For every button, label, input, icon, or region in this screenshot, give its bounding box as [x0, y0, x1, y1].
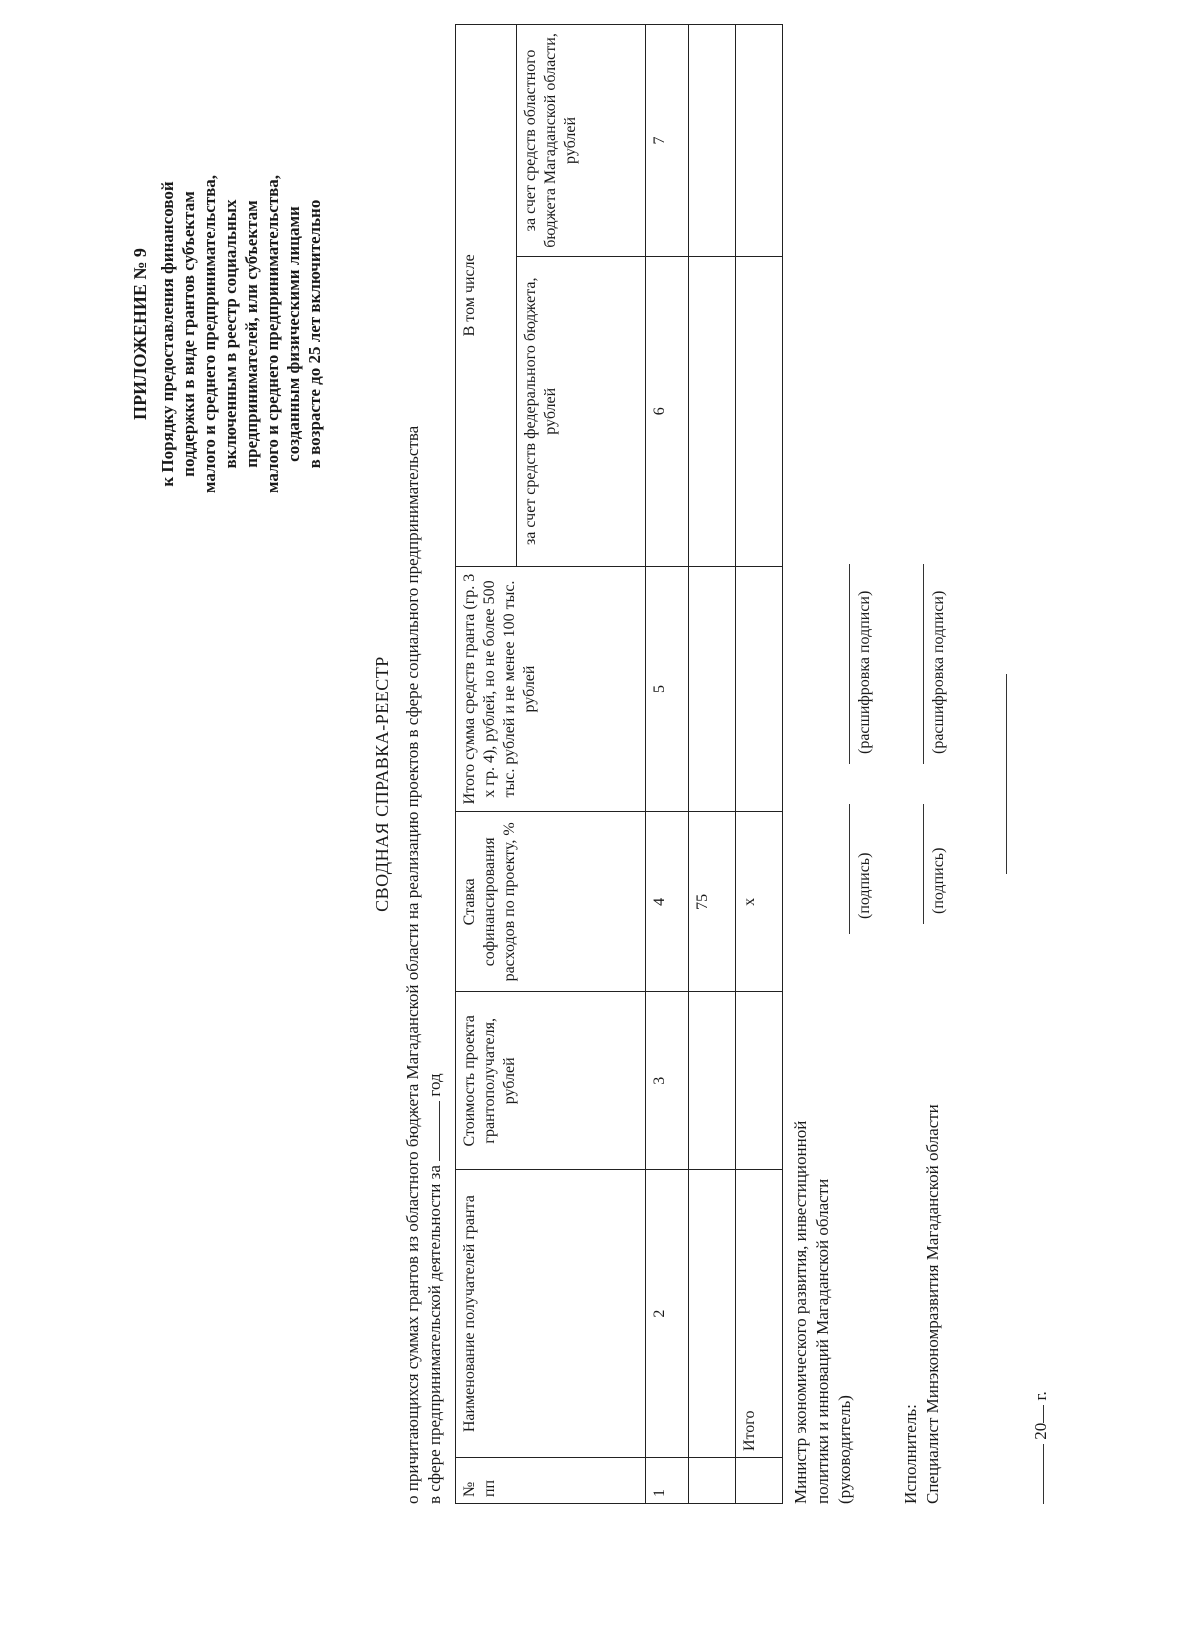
header-total-grant: Итого сумма средств гранта (гр. 3 х гр. 4), рублей, но не более 500 тыс. рублей и не менее 100 тыс. рублей [456, 566, 646, 812]
table-cell [689, 566, 736, 812]
executor-label: Исполнитель: [901, 1404, 920, 1504]
annex-line: в возрасте до 25 лет включительно [305, 199, 324, 469]
total-label: Итого [736, 1170, 783, 1458]
annex-header [130, 74, 325, 594]
table-cell [689, 1458, 736, 1504]
subtitle-line: о причитающихся суммах грантов из областного бюджета Магаданской области на реализацию проектов в сфере социального предпринимательства [403, 425, 422, 1504]
table-cell: 2 [646, 1170, 689, 1458]
decode-caption: (расшифровка подписи) [856, 590, 873, 754]
signature-caption: (подпись) [930, 847, 947, 914]
signature-line [1005, 674, 1007, 874]
table-cell [689, 992, 736, 1170]
minister-title: Министр экономического развития, инвестиционной [791, 1120, 810, 1504]
table-cell: 1 [646, 1458, 689, 1504]
table-cell: 75 [689, 812, 736, 992]
executor-block [900, 1104, 944, 1504]
table-cell: 6 [646, 256, 689, 566]
subtitle-period-suffix: год [425, 1073, 444, 1097]
annex-line: поддержки в виде грантов субъектам [179, 191, 198, 477]
table-cell [689, 256, 736, 566]
table-cell: 3 [646, 992, 689, 1170]
header-project-cost: Стоимость проекта грантополучателя, рублей [456, 992, 646, 1170]
header-number: № пп [456, 1458, 646, 1504]
table-row [689, 25, 736, 1504]
subtitle-line [424, 24, 446, 1504]
date-suffix: г. [1031, 1391, 1050, 1401]
annex-line: предпринимателей, или субъектам [242, 200, 261, 468]
date-year-blank [1042, 1405, 1044, 1423]
subtitle-period-prefix: в сфере предпринимательской деятельности за [425, 1165, 444, 1504]
decode-line [922, 564, 924, 764]
document-title: СВОДНАЯ СПРАВКА-РЕЕСТР [372, 656, 392, 912]
header-including: В том числе [456, 25, 517, 567]
date-day-blank [1042, 1444, 1044, 1504]
minister-title: политики и инноваций Магаданской области [813, 1178, 832, 1504]
registry-table [455, 24, 783, 1504]
header-cofinancing-rate: Ставка софинансирования расходов по проекту, % [456, 812, 646, 992]
table-cell [736, 992, 783, 1170]
signature-caption: (подпись) [856, 852, 873, 919]
table-cell [736, 1458, 783, 1504]
annex-line: созданным физическими лицами [284, 206, 303, 462]
table-cell [736, 256, 783, 566]
annex-number: ПРИЛОЖЕНИЕ № 9 [130, 248, 150, 420]
decode-caption: (расшифровка подписи) [930, 590, 947, 754]
table-cell: 7 [646, 25, 689, 257]
annex-line: малого и среднего предпринимательства, [200, 174, 219, 494]
year-blank [425, 1101, 440, 1161]
column-number-row [646, 25, 689, 1504]
table-cell [689, 25, 736, 257]
table-cell [689, 1170, 736, 1458]
signature-line [848, 804, 850, 934]
table-cell: 5 [646, 566, 689, 812]
header-federal-budget: за счет средств федерального бюджета, рублей [517, 256, 646, 566]
date-year-prefix: 20 [1031, 1422, 1050, 1440]
table-cell: 4 [646, 812, 689, 992]
minister-block [790, 1121, 856, 1504]
date-block [1030, 1391, 1052, 1504]
header-recipient-name: Наименование получателей гранта [456, 1170, 646, 1458]
table-cell [736, 25, 783, 257]
annex-line: малого и среднего предпринимательства, [263, 174, 282, 494]
total-row [736, 25, 783, 1504]
annex-line: к Порядку предоставления финансовой [158, 181, 177, 487]
decode-line [848, 564, 850, 764]
document-subtitle [402, 24, 446, 1504]
total-rate-cell: х [736, 812, 783, 992]
annex-line: включенным в реестр социальных [221, 199, 240, 469]
minister-role: (руководитель) [835, 1395, 854, 1504]
signature-line [922, 804, 924, 924]
table-cell [736, 566, 783, 812]
header-regional-budget: за счет средств областного бюджета Магаданской области, рублей [517, 25, 646, 257]
executor-position: Специалист Минэкономразвития Магаданской области [923, 1104, 942, 1504]
